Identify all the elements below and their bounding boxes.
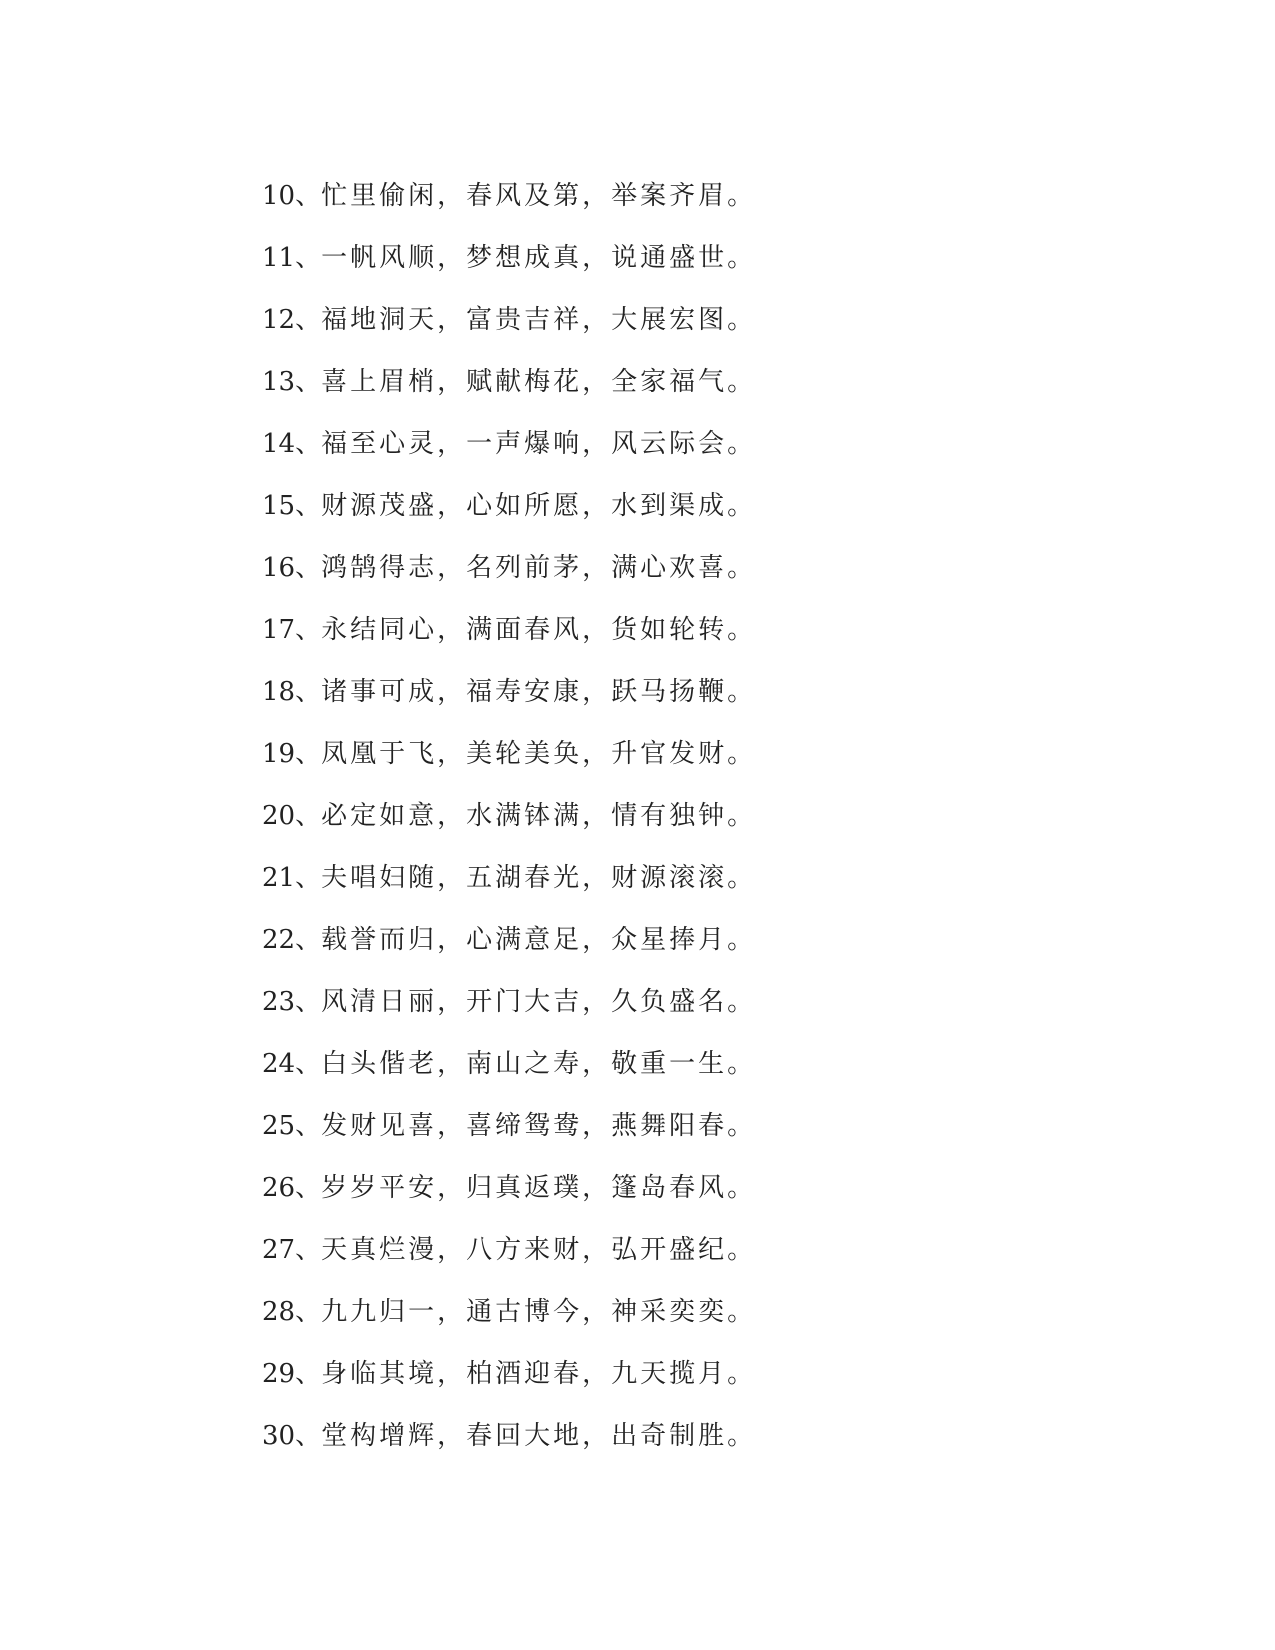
item-text: 一帆风顺，梦想成真，说通盛世。	[321, 243, 757, 273]
list-item	[262, 413, 982, 475]
list-item	[262, 1033, 982, 1095]
list-item	[262, 785, 982, 847]
list-item	[262, 1343, 982, 1405]
item-text: 福至心灵，一声爆响，风云际会。	[321, 429, 757, 459]
item-text: 诸事可成，福寿安康，跃马扬鞭。	[321, 677, 757, 707]
item-text: 凤凰于飞，美轮美奂，升官发财。	[321, 739, 757, 769]
item-number: 15、	[262, 491, 322, 521]
list-item	[262, 1157, 982, 1219]
item-number: 14、	[262, 429, 322, 459]
item-text: 忙里偷闲，春风及第，举案齐眉。	[321, 181, 757, 211]
list-item	[262, 1095, 982, 1157]
item-number: 29、	[262, 1359, 322, 1389]
list-item	[262, 723, 982, 785]
item-number: 28、	[262, 1297, 322, 1327]
item-number: 12、	[262, 305, 322, 335]
item-number: 21、	[262, 863, 322, 893]
list-item	[262, 971, 982, 1033]
item-number: 20、	[262, 801, 322, 831]
list-item	[262, 227, 982, 289]
item-number: 11、	[262, 243, 322, 273]
list-item	[262, 847, 982, 909]
item-text: 夫唱妇随，五湖春光，财源滚滚。	[321, 863, 757, 893]
item-text: 永结同心，满面春风，货如轮转。	[321, 615, 757, 645]
list-item	[262, 909, 982, 971]
item-text: 岁岁平安，归真返璞，篷岛春风。	[321, 1173, 757, 1203]
item-text: 堂构增辉，春回大地，出奇制胜。	[321, 1421, 757, 1451]
list-item	[262, 661, 982, 723]
item-text: 福地洞天，富贵吉祥，大展宏图。	[321, 305, 757, 335]
item-number: 19、	[262, 739, 322, 769]
list-item	[262, 1405, 982, 1467]
list-item	[262, 599, 982, 661]
item-text: 载誉而归，心满意足，众星捧月。	[321, 925, 757, 955]
item-number: 30、	[262, 1421, 322, 1451]
item-number: 25、	[262, 1111, 322, 1141]
list-item	[262, 1219, 982, 1281]
item-text: 鸿鹄得志，名列前茅，满心欢喜。	[321, 553, 757, 583]
item-number: 18、	[262, 677, 322, 707]
item-text: 发财见喜，喜缔鸳鸯，燕舞阳春。	[321, 1111, 757, 1141]
item-number: 22、	[262, 925, 322, 955]
item-text: 身临其境，柏酒迎春，九天揽月。	[321, 1359, 757, 1389]
item-number: 17、	[262, 615, 322, 645]
item-text: 天真烂漫，八方来财，弘开盛纪。	[321, 1235, 757, 1265]
list-item	[262, 351, 982, 413]
item-number: 10、	[262, 181, 322, 211]
item-text: 必定如意，水满钵满，情有独钟。	[321, 801, 757, 831]
item-number: 23、	[262, 987, 322, 1017]
item-text: 喜上眉梢，赋献梅花，全家福气。	[321, 367, 757, 397]
item-text: 白头偕老，南山之寿，敬重一生。	[321, 1049, 757, 1079]
item-text: 风清日丽，开门大吉，久负盛名。	[321, 987, 757, 1017]
item-text: 财源茂盛，心如所愿，水到渠成。	[321, 491, 757, 521]
list-item	[262, 1281, 982, 1343]
list-item	[262, 475, 982, 537]
list-item	[262, 165, 982, 227]
item-number: 13、	[262, 367, 322, 397]
item-number: 27、	[262, 1235, 322, 1265]
list-item	[262, 537, 982, 599]
item-number: 16、	[262, 553, 322, 583]
item-text: 九九归一，通古博今，神采奕奕。	[321, 1297, 757, 1327]
blessing-list	[262, 165, 982, 1467]
item-number: 24、	[262, 1049, 322, 1079]
item-number: 26、	[262, 1173, 322, 1203]
list-item	[262, 289, 982, 351]
